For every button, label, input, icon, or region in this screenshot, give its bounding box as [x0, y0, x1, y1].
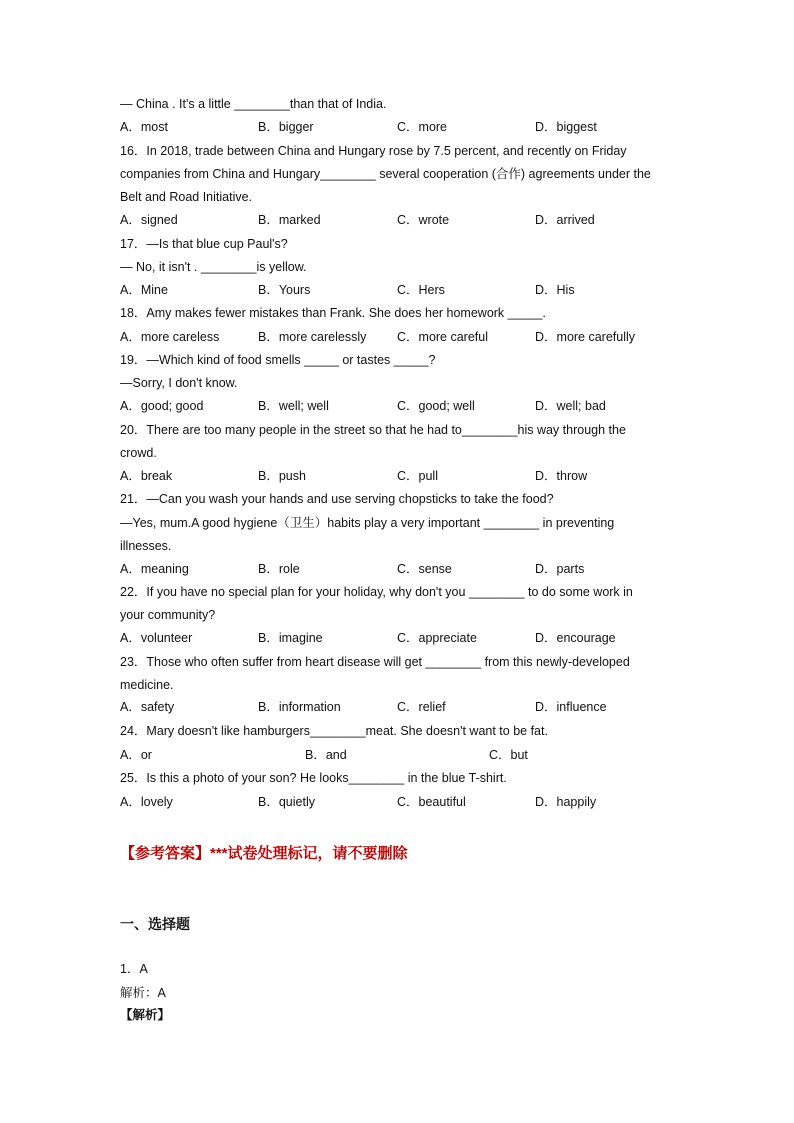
q22-option-a: A．volunteer: [120, 631, 193, 645]
q21-stem-line-3: illnesses.: [120, 539, 172, 553]
q20-option-a: A．break: [120, 469, 173, 483]
q18-option-c: C．more careful: [397, 330, 488, 344]
q25-option-b: B．quietly: [258, 795, 315, 809]
q19-stem-line-1: 19．—Which kind of food smells _____ or tastes _____?: [120, 353, 436, 367]
q21-option-d: D．parts: [535, 562, 585, 576]
q21-stem-line-2: —Yes, mum.A good hygiene（卫生）habits play a very important ________ in preventing: [120, 516, 615, 530]
q18-option-d: D．more carefully: [535, 330, 636, 344]
section-heading: 一、选择题: [120, 916, 190, 932]
q24-option-c: C．but: [489, 748, 528, 762]
q19-option-a: A．good; good: [120, 399, 204, 413]
q23-stem-line-1: 23．Those who often suffer from heart disease will get ________ from this newly-developed: [120, 655, 630, 669]
q25-option-d: D．happily: [535, 795, 597, 809]
q16-option-c: C．wrote: [397, 213, 450, 227]
q17-stem-line-1: 17．—Is that blue cup Paul's?: [120, 237, 288, 251]
answer-key-heading: 【参考答案】***试卷处理标记，请不要删除: [120, 845, 408, 862]
q19-option-d: D．well; bad: [535, 399, 606, 413]
q15-option-d: D．biggest: [535, 120, 597, 134]
q17-option-d: D．His: [535, 283, 575, 297]
q16-stem-line-2: companies from China and Hungary________ several cooperation (合作) agreements under the: [120, 167, 651, 181]
q16-stem-line-3: Belt and Road Initiative.: [120, 190, 253, 204]
q19-stem-line-2: —Sorry, I don't know.: [120, 376, 238, 390]
q20-option-c: C．pull: [397, 469, 438, 483]
q16-option-a: A．signed: [120, 213, 178, 227]
q18-stem: 18．Amy makes fewer mistakes than Frank. She does her homework _____.: [120, 306, 546, 320]
q17-stem-line-2: — No, it isn't . ________is yellow.: [120, 260, 307, 274]
q23-stem-line-2: medicine.: [120, 678, 174, 692]
q15-option-c: C．more: [397, 120, 448, 134]
q24-option-b: B．and: [305, 748, 347, 762]
q17-option-c: C．Hers: [397, 283, 445, 297]
q22-option-c: C．appreciate: [397, 631, 477, 645]
q20-stem-line-2: crowd.: [120, 446, 157, 460]
q15-stem-tail: — China . It's a little ________than that of India.: [120, 97, 387, 111]
q19-option-c: C．good; well: [397, 399, 475, 413]
analysis-heading: 【解析】: [120, 1008, 171, 1022]
q21-option-c: C．sense: [397, 562, 452, 576]
q23-option-c: C．relief: [397, 700, 446, 714]
q16-option-b: B．marked: [258, 213, 321, 227]
q25-stem: 25．Is this a photo of your son? He looks________ in the blue T-shirt.: [120, 771, 507, 785]
q16-option-d: D．arrived: [535, 213, 595, 227]
q24-option-a: A．or: [120, 748, 152, 762]
q25-option-c: C．beautiful: [397, 795, 466, 809]
q23-option-b: B．information: [258, 700, 341, 714]
q23-option-a: A．safety: [120, 700, 175, 714]
q15-option-a: A．most: [120, 120, 168, 134]
first-answer-analysis: 解析：A: [120, 986, 166, 1000]
q21-stem-line-1: 21．—Can you wash your hands and use serving chopsticks to take the food?: [120, 492, 554, 506]
q22-option-d: D．encourage: [535, 631, 616, 645]
q25-option-a: A．lovely: [120, 795, 173, 809]
q17-option-b: B．Yours: [258, 283, 311, 297]
q21-option-a: A．meaning: [120, 562, 189, 576]
q21-option-b: B．role: [258, 562, 300, 576]
q16-stem-line-1: 16．In 2018, trade between China and Hungary rose by 7.5 percent, and recently on Friday: [120, 144, 627, 158]
q17-option-a: A．Mine: [120, 283, 168, 297]
q20-stem-line-1: 20．There are too many people in the street so that he had to________his way through the: [120, 423, 626, 437]
q23-option-d: D．influence: [535, 700, 607, 714]
q15-option-b: B．bigger: [258, 120, 314, 134]
q20-option-b: B．push: [258, 469, 306, 483]
q19-option-b: B．well; well: [258, 399, 329, 413]
q22-option-b: B．imagine: [258, 631, 323, 645]
q22-stem-line-1: 22．If you have no special plan for your holiday, why don't you ________ to do some work in: [120, 585, 633, 599]
first-answer: 1．A: [120, 962, 148, 976]
q18-option-a: A．more careless: [120, 330, 220, 344]
q22-stem-line-2: your community?: [120, 608, 216, 622]
q20-option-d: D．throw: [535, 469, 588, 483]
q18-option-b: B．more carelessly: [258, 330, 367, 344]
q24-stem: 24．Mary doesn't like hamburgers________meat. She doesn't want to be fat.: [120, 724, 548, 738]
